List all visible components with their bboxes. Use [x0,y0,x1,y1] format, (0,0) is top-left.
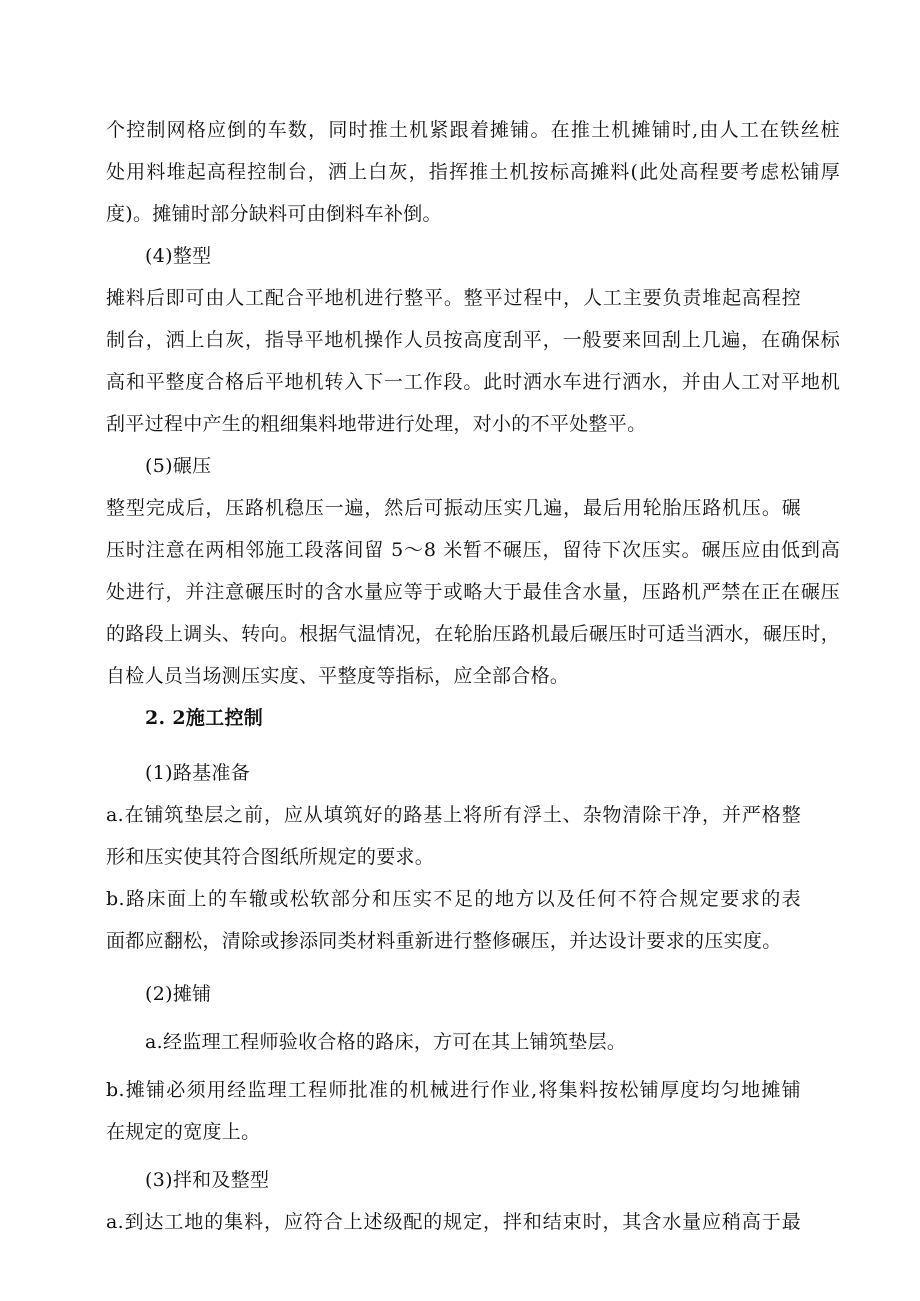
paragraph-line: 压时注意在两相邻施工段落间留 5～8 米暂不碾压，留待下次压实。碾压应由低到高 [106,539,840,561]
paragraph-line: 个控制网格应倒的车数，同时推土机紧跟着摊铺。在推土机摊铺时,由人工在铁丝桩 [106,119,840,141]
paragraph-line: 刮平过程中产生的粗细集料地带进行处理，对小的不平处整平。 [106,413,647,435]
paragraph-line: 制台，洒上白灰，指导平地机操作人员按高度刮平，一般要来回刮上几遍，在确保标 [106,329,840,351]
subheading-subgrade-prep: (1)路基准备 [145,762,251,784]
paragraph-line: 整型完成后，压路机稳压一遍，然后可振动压实几遍，最后用轮胎压路机压。碾 [106,497,801,519]
paragraph-line: 度)。摊铺时部分缺料可由倒料车补倒。 [106,203,442,225]
paragraph-line: 摊料后即可由人工配合平地机进行整平。整平过程中，人工主要负责堆起高程控 [106,287,801,309]
section-heading: 2. 2施工控制 [145,707,264,729]
paragraph-line: 在规定的宽度上。 [106,1121,261,1143]
paragraph-line: a.在铺筑垫层之前，应从填筑好的路基上将所有浮土、杂物清除干净，并严格整 [106,804,801,826]
paragraph-line: 处用料堆起高程控制台，洒上白灰，指挥推土机按标高摊料(此处高程要考虑松铺厚 [106,161,840,183]
subheading-shaping: (4)整型 [145,245,212,267]
paragraph-line: a.经监理工程师验收合格的路床，方可在其上铺筑垫层。 [145,1031,627,1053]
paragraph-line: a.到达工地的集料，应符合上述级配的规定，拌和结束时，其含水量应稍高于最 [106,1211,801,1233]
subheading-spreading: (2)摊铺 [145,983,212,1005]
paragraph-line: 高和平整度合格后平地机转入下一工作段。此时洒水车进行洒水，并由人工对平地机 [106,371,840,393]
paragraph-line: 形和压实使其符合图纸所规定的要求。 [106,846,435,868]
subheading-compaction: (5)碾压 [145,455,212,477]
paragraph-line: b.路床面上的车辙或松软部分和压实不足的地方以及任何不符合规定要求的表 [106,888,801,910]
paragraph-line: b.摊铺必须用经监理工程师批准的机械进行作业,将集料按松铺厚度均匀地摊铺 [106,1079,801,1101]
paragraph-line: 的路段上调头、转向。根据气温情况，在轮胎压路机最后碾压时可适当洒水，碾压时， [106,623,840,645]
paragraph-line: 处进行，并注意碾压时的含水量应等于或略大于最佳含水量，压路机严禁在正在碾压 [106,581,840,603]
subheading-mixing-shaping: (3)拌和及整型 [145,1169,270,1191]
paragraph-line: 自检人员当场测压实度、平整度等指标，应全部合格。 [106,665,570,687]
paragraph-line: 面都应翻松，清除或掺添同类材料重新进行整修碾压，并达设计要求的压实度。 [106,930,782,952]
